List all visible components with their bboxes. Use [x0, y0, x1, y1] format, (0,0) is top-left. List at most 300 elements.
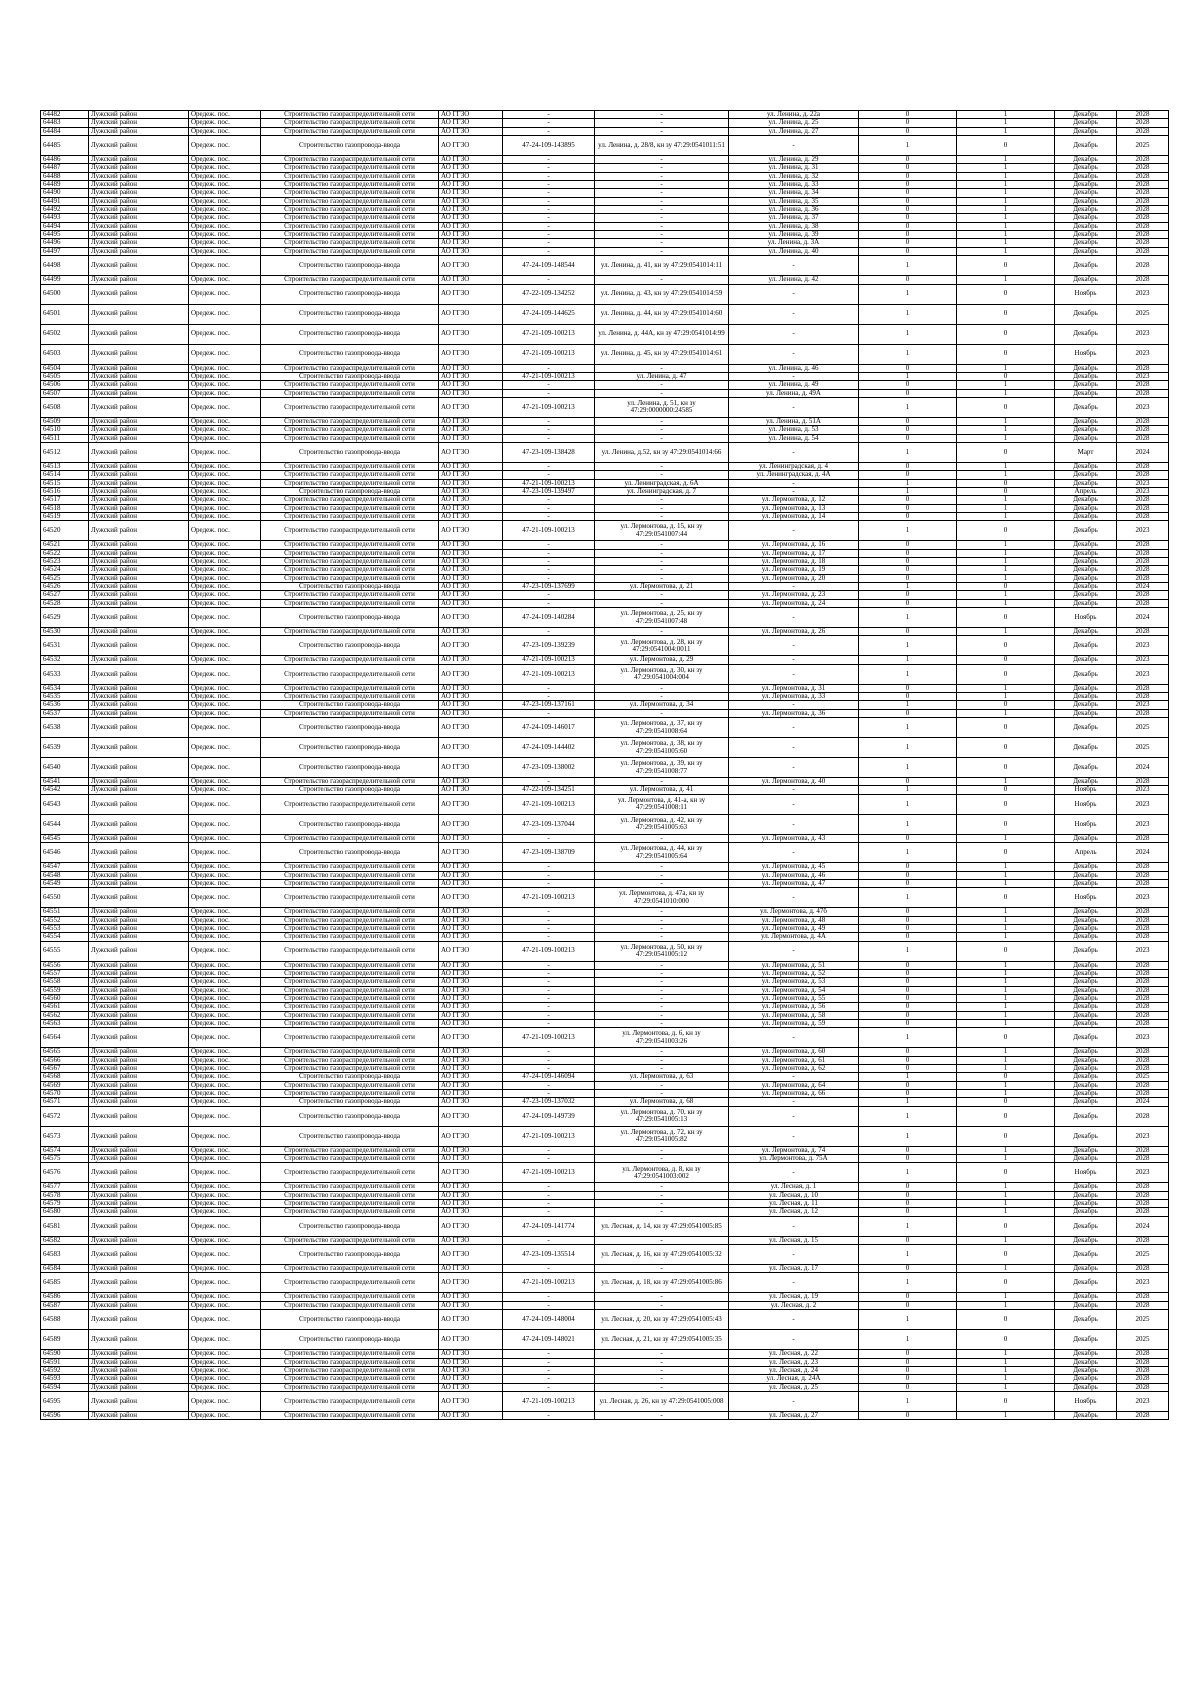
cell-address-network: ул. Лесная, д. 23 — [729, 1358, 859, 1366]
cell-settlement: Оредеж. пос. — [189, 1310, 261, 1330]
cell-row-number: 64482 — [41, 111, 89, 119]
table-row — [41, 541, 1169, 549]
cell-address-inlet: ул. Лермонтова, д. 63 — [595, 1073, 729, 1081]
cell-application-number: 47-23-109-137161 — [503, 701, 595, 709]
cell-settlement: Оредеж. пос. — [189, 1090, 261, 1098]
cell-address-network: ул. Лесная, д. 24 — [729, 1366, 859, 1374]
cell-row-number: 64500 — [41, 284, 89, 304]
cell-network-count: 1 — [957, 709, 1055, 717]
table-row — [41, 136, 1169, 156]
cell-work-type: Строительство газораспределительной сети — [261, 684, 439, 692]
cell-month: Декабрь — [1055, 1048, 1117, 1056]
cell-month: Декабрь — [1055, 863, 1117, 871]
cell-district: Лужский район — [89, 1019, 189, 1027]
cell-month: Ноябрь — [1055, 888, 1117, 908]
cell-work-type: Строительство газораспределительной сети — [261, 986, 439, 994]
cell-row-number: 64560 — [41, 994, 89, 1002]
cell-year: 2028 — [1117, 214, 1169, 222]
cell-month: Декабрь — [1055, 222, 1117, 230]
cell-network-count: 1 — [957, 496, 1055, 504]
cell-address-network: ул. Ленина, д. 36 — [729, 206, 859, 214]
cell-inlet-count: 0 — [859, 504, 957, 512]
table-row — [41, 656, 1169, 664]
table-row — [41, 1155, 1169, 1163]
cell-application-number: - — [503, 1208, 595, 1216]
cell-address-network: ул. Лермонтова, д. 64 — [729, 1081, 859, 1089]
cell-network-count: 0 — [957, 1073, 1055, 1081]
cell-address-network: - — [729, 1273, 859, 1293]
cell-network-count: 1 — [957, 591, 1055, 599]
cell-address-inlet: ул. Лермонтова, д. 68 — [595, 1098, 729, 1106]
cell-row-number: 64587 — [41, 1301, 89, 1309]
cell-year: 2028 — [1117, 1411, 1169, 1419]
cell-application-number: - — [503, 381, 595, 389]
cell-address-inlet: - — [595, 1019, 729, 1027]
cell-work-type: Строительство газораспределительной сети — [261, 566, 439, 574]
cell-district: Лужский район — [89, 1216, 189, 1236]
cell-inlet-count: 0 — [859, 924, 957, 932]
cell-year: 2024 — [1117, 1216, 1169, 1236]
cell-year: 2028 — [1117, 908, 1169, 916]
cell-network-count: 1 — [957, 364, 1055, 372]
cell-row-number: 64570 — [41, 1090, 89, 1098]
cell-month: Декабрь — [1055, 256, 1117, 276]
cell-district: Лужский район — [89, 608, 189, 628]
cell-year: 2028 — [1117, 1208, 1169, 1216]
cell-network-count: 0 — [957, 479, 1055, 487]
table-row — [41, 119, 1169, 127]
cell-operator: АО ГГЗО — [439, 164, 503, 172]
cell-application-number: - — [503, 566, 595, 574]
table-row — [41, 1330, 1169, 1350]
cell-address-inlet: ул. Ленина, д. 51, кн зу 47:29:0000000:24585 — [595, 397, 729, 417]
cell-row-number: 64554 — [41, 933, 89, 941]
cell-work-type: Строительство газораспределительной сети — [261, 969, 439, 977]
cell-year: 2028 — [1117, 1183, 1169, 1191]
cell-row-number: 64521 — [41, 541, 89, 549]
cell-operator: АО ГГЗО — [439, 487, 503, 495]
cell-address-inlet: - — [595, 549, 729, 557]
cell-district: Лужский район — [89, 1126, 189, 1146]
cell-inlet-count: 1 — [859, 397, 957, 417]
cell-application-number: - — [503, 549, 595, 557]
cell-year: 2023 — [1117, 487, 1169, 495]
cell-address-network: - — [729, 814, 859, 834]
cell-row-number: 64495 — [41, 231, 89, 239]
cell-inlet-count: 0 — [859, 156, 957, 164]
cell-year: 2028 — [1117, 863, 1169, 871]
cell-operator: АО ГГЗО — [439, 978, 503, 986]
cell-application-number: - — [503, 933, 595, 941]
cell-address-inlet: - — [595, 1048, 729, 1056]
cell-year: 2028 — [1117, 256, 1169, 276]
cell-row-number: 64593 — [41, 1375, 89, 1383]
cell-year: 2028 — [1117, 1155, 1169, 1163]
cell-address-network: ул. Лермонтова, д. 55 — [729, 994, 859, 1002]
cell-district: Лужский район — [89, 908, 189, 916]
cell-work-type: Строительство газораспределительной сети — [261, 1391, 439, 1411]
cell-month: Декабрь — [1055, 1081, 1117, 1089]
cell-operator: АО ГГЗО — [439, 541, 503, 549]
cell-address-network: - — [729, 1163, 859, 1183]
cell-settlement: Оредеж. пос. — [189, 1098, 261, 1106]
cell-district: Лужский район — [89, 1003, 189, 1011]
cell-operator: АО ГГЗО — [439, 214, 503, 222]
cell-inlet-count: 0 — [859, 871, 957, 879]
cell-year: 2028 — [1117, 916, 1169, 924]
cell-district: Лужский район — [89, 1245, 189, 1265]
cell-address-network: - — [729, 521, 859, 541]
cell-month: Декабрь — [1055, 994, 1117, 1002]
cell-application-number: - — [503, 434, 595, 442]
cell-settlement: Оредеж. пос. — [189, 372, 261, 380]
cell-application-number: - — [503, 599, 595, 607]
cell-district: Лужский район — [89, 558, 189, 566]
cell-district: Лужский район — [89, 591, 189, 599]
cell-address-network: - — [729, 344, 859, 364]
cell-inlet-count: 1 — [859, 1216, 957, 1236]
cell-work-type: Строительство газораспределительной сети — [261, 127, 439, 135]
cell-year: 2025 — [1117, 304, 1169, 324]
cell-year: 2028 — [1117, 684, 1169, 692]
cell-month: Декабрь — [1055, 1019, 1117, 1027]
cell-work-type: Строительство газораспределительной сети — [261, 656, 439, 664]
cell-inlet-count: 1 — [859, 1126, 957, 1146]
cell-operator: АО ГГЗО — [439, 969, 503, 977]
cell-year: 2028 — [1117, 549, 1169, 557]
cell-address-inlet: - — [595, 156, 729, 164]
cell-settlement: Оредеж. пос. — [189, 189, 261, 197]
cell-inlet-count: 0 — [859, 111, 957, 119]
cell-network-count: 0 — [957, 608, 1055, 628]
cell-year: 2028 — [1117, 1358, 1169, 1366]
cell-district: Лужский район — [89, 1273, 189, 1293]
table-row — [41, 1073, 1169, 1081]
cell-inlet-count: 1 — [859, 608, 957, 628]
cell-inlet-count: 1 — [859, 344, 957, 364]
cell-settlement: Оредеж. пос. — [189, 1301, 261, 1309]
cell-address-network: ул. Лесная, д. 15 — [729, 1236, 859, 1244]
cell-address-inlet: ул. Лермонтова, д. 38, кн зу 47:29:0541005:60 — [595, 738, 729, 758]
cell-application-number: - — [503, 222, 595, 230]
cell-inlet-count: 0 — [859, 693, 957, 701]
cell-district: Лужский район — [89, 941, 189, 961]
cell-address-inlet: - — [595, 834, 729, 842]
cell-district: Лужский район — [89, 1301, 189, 1309]
cell-settlement: Оредеж. пос. — [189, 778, 261, 786]
cell-application-number: - — [503, 1366, 595, 1374]
cell-settlement: Оредеж. пос. — [189, 978, 261, 986]
cell-operator: АО ГГЗО — [439, 344, 503, 364]
cell-application-number: 47-21-109-100213 — [503, 1028, 595, 1048]
cell-row-number: 64512 — [41, 442, 89, 462]
table-row — [41, 231, 1169, 239]
cell-inlet-count: 1 — [859, 583, 957, 591]
cell-work-type: Строительство газораспределительной сети — [261, 181, 439, 189]
cell-year: 2028 — [1117, 1011, 1169, 1019]
table-row — [41, 1293, 1169, 1301]
cell-address-network: ул. Ленина, д. 46 — [729, 364, 859, 372]
cell-operator: АО ГГЗО — [439, 1126, 503, 1146]
cell-year: 2028 — [1117, 1265, 1169, 1273]
cell-address-network: ул. Ленина, д. 22а — [729, 111, 859, 119]
cell-address-network: - — [729, 1391, 859, 1411]
cell-address-inlet: - — [595, 172, 729, 180]
cell-address-network: ул. Лесная, д. 27 — [729, 1411, 859, 1419]
cell-row-number: 64556 — [41, 961, 89, 969]
cell-district: Лужский район — [89, 978, 189, 986]
cell-year: 2028 — [1117, 778, 1169, 786]
cell-operator: АО ГГЗО — [439, 794, 503, 814]
cell-address-inlet: - — [595, 863, 729, 871]
cell-inlet-count: 0 — [859, 222, 957, 230]
cell-inlet-count: 1 — [859, 1098, 957, 1106]
cell-row-number: 64567 — [41, 1065, 89, 1073]
cell-operator: АО ГГЗО — [439, 583, 503, 591]
cell-inlet-count: 1 — [859, 1073, 957, 1081]
cell-work-type: Строительство газопровода-ввода — [261, 1216, 439, 1236]
cell-network-count: 0 — [957, 656, 1055, 664]
cell-row-number: 64535 — [41, 693, 89, 701]
cell-row-number: 64550 — [41, 888, 89, 908]
cell-settlement: Оредеж. пос. — [189, 1383, 261, 1391]
cell-address-inlet: - — [595, 541, 729, 549]
cell-month: Декабрь — [1055, 1350, 1117, 1358]
table-row — [41, 1411, 1169, 1419]
cell-inlet-count: 0 — [859, 591, 957, 599]
cell-application-number: - — [503, 1081, 595, 1089]
cell-district: Лужский район — [89, 814, 189, 834]
cell-operator: АО ГГЗО — [439, 1350, 503, 1358]
cell-address-inlet: ул. Лермонтова, д. 41-а, кн зу 47:29:0541008:11 — [595, 794, 729, 814]
cell-settlement: Оредеж. пос. — [189, 256, 261, 276]
cell-row-number: 64533 — [41, 664, 89, 684]
cell-row-number: 64565 — [41, 1048, 89, 1056]
cell-year: 2028 — [1117, 1090, 1169, 1098]
cell-address-network: ул. Лесная, д. 17 — [729, 1265, 859, 1273]
cell-settlement: Оредеж. пос. — [189, 1293, 261, 1301]
cell-month: Декабрь — [1055, 197, 1117, 205]
cell-application-number: 47-24-109-146017 — [503, 718, 595, 738]
cell-address-inlet: ул. Лермонтова, д. 72, кн зу 47:29:0541005:82 — [595, 1126, 729, 1146]
table-row — [41, 1366, 1169, 1374]
cell-application-number: - — [503, 504, 595, 512]
cell-address-inlet: - — [595, 1301, 729, 1309]
cell-year: 2028 — [1117, 1003, 1169, 1011]
cell-year: 2028 — [1117, 961, 1169, 969]
cell-row-number: 64591 — [41, 1358, 89, 1366]
table-row — [41, 164, 1169, 172]
cell-work-type: Строительство газораспределительной сети — [261, 164, 439, 172]
cell-row-number: 64564 — [41, 1028, 89, 1048]
cell-settlement: Оредеж. пос. — [189, 758, 261, 778]
cell-settlement: Оредеж. пос. — [189, 1028, 261, 1048]
cell-address-network: ул. Лермонтова, д. 51 — [729, 961, 859, 969]
cell-address-inlet: ул. Лесная, д. 18, кн зу 47:29:0541005:86 — [595, 1273, 729, 1293]
cell-settlement: Оредеж. пос. — [189, 961, 261, 969]
table-row — [41, 1191, 1169, 1199]
cell-settlement: Оредеж. пос. — [189, 1375, 261, 1383]
table-row — [41, 969, 1169, 977]
cell-address-inlet: - — [595, 239, 729, 247]
cell-application-number: 47-24-109-143895 — [503, 136, 595, 156]
cell-inlet-count: 1 — [859, 324, 957, 344]
table-row — [41, 924, 1169, 932]
cell-inlet-count: 0 — [859, 426, 957, 434]
cell-network-count: 0 — [957, 843, 1055, 863]
cell-district: Лужский район — [89, 1236, 189, 1244]
cell-address-inlet: - — [595, 1350, 729, 1358]
cell-settlement: Оредеж. пос. — [189, 471, 261, 479]
cell-settlement: Оредеж. пос. — [189, 994, 261, 1002]
table-row — [41, 908, 1169, 916]
cell-district: Лужский район — [89, 599, 189, 607]
cell-work-type: Строительство газопровода-ввода — [261, 843, 439, 863]
cell-year: 2028 — [1117, 1350, 1169, 1358]
cell-month: Апрель — [1055, 843, 1117, 863]
cell-district: Лужский район — [89, 924, 189, 932]
cell-year: 2023 — [1117, 941, 1169, 961]
cell-month: Декабрь — [1055, 583, 1117, 591]
cell-district: Лужский район — [89, 718, 189, 738]
cell-application-number: - — [503, 1358, 595, 1366]
cell-month: Декабрь — [1055, 462, 1117, 470]
cell-inlet-count: 0 — [859, 1208, 957, 1216]
cell-month: Декабрь — [1055, 1236, 1117, 1244]
cell-year: 2023 — [1117, 1391, 1169, 1411]
table-row — [41, 778, 1169, 786]
table-row — [41, 871, 1169, 879]
cell-settlement: Оредеж. пос. — [189, 487, 261, 495]
table-row — [41, 1065, 1169, 1073]
cell-address-inlet: - — [595, 1411, 729, 1419]
cell-settlement: Оредеж. пос. — [189, 434, 261, 442]
cell-network-count: 1 — [957, 1411, 1055, 1419]
cell-address-inlet: - — [595, 1056, 729, 1064]
cell-settlement: Оредеж. пос. — [189, 1191, 261, 1199]
cell-district: Лужский район — [89, 1375, 189, 1383]
cell-operator: АО ГГЗО — [439, 256, 503, 276]
cell-network-count: 1 — [957, 566, 1055, 574]
cell-month: Декабрь — [1055, 656, 1117, 664]
table-row — [41, 276, 1169, 284]
cell-network-count: 1 — [957, 1019, 1055, 1027]
cell-month: Декабрь — [1055, 916, 1117, 924]
cell-work-type: Строительство газораспределительной сети — [261, 1090, 439, 1098]
cell-address-network: ул. Лермонтова, д. 16 — [729, 541, 859, 549]
cell-year: 2028 — [1117, 156, 1169, 164]
cell-application-number: - — [503, 1293, 595, 1301]
cell-application-number: 47-23-109-138709 — [503, 843, 595, 863]
table-row — [41, 574, 1169, 582]
cell-address-inlet: ул. Лесная, д. 26, кн зу 47:29:0541005:008 — [595, 1391, 729, 1411]
cell-work-type: Строительство газораспределительной сети — [261, 426, 439, 434]
cell-month: Декабрь — [1055, 664, 1117, 684]
cell-month: Декабрь — [1055, 541, 1117, 549]
cell-year: 2023 — [1117, 521, 1169, 541]
cell-row-number: 64548 — [41, 871, 89, 879]
cell-operator: АО ГГЗО — [439, 549, 503, 557]
cell-inlet-count: 0 — [859, 1081, 957, 1089]
cell-work-type: Строительство газораспределительной сети — [261, 381, 439, 389]
cell-address-network: - — [729, 324, 859, 344]
cell-application-number: - — [503, 119, 595, 127]
cell-network-count: 1 — [957, 189, 1055, 197]
cell-work-type: Строительство газораспределительной сети — [261, 1019, 439, 1027]
cell-row-number: 64551 — [41, 908, 89, 916]
cell-month: Декабрь — [1055, 1293, 1117, 1301]
cell-application-number: - — [503, 1090, 595, 1098]
cell-district: Лужский район — [89, 1106, 189, 1126]
cell-inlet-count: 1 — [859, 1106, 957, 1126]
cell-year: 2028 — [1117, 871, 1169, 879]
cell-work-type: Строительство газораспределительной сети — [261, 574, 439, 582]
cell-application-number: 47-23-109-137699 — [503, 583, 595, 591]
cell-year: 2024 — [1117, 608, 1169, 628]
cell-work-type: Строительство газопровода-ввода — [261, 608, 439, 628]
cell-application-number: - — [503, 879, 595, 887]
cell-year: 2028 — [1117, 1106, 1169, 1126]
cell-work-type: Строительство газораспределительной сети — [261, 206, 439, 214]
table-row — [41, 284, 1169, 304]
cell-application-number: - — [503, 1411, 595, 1419]
cell-address-inlet: - — [595, 1200, 729, 1208]
cell-row-number: 64595 — [41, 1391, 89, 1411]
cell-row-number: 64572 — [41, 1106, 89, 1126]
cell-network-count: 0 — [957, 888, 1055, 908]
cell-settlement: Оредеж. пос. — [189, 214, 261, 222]
cell-district: Лужский район — [89, 709, 189, 717]
table-row — [41, 1200, 1169, 1208]
cell-month: Декабрь — [1055, 628, 1117, 636]
cell-application-number: - — [503, 863, 595, 871]
cell-year: 2028 — [1117, 591, 1169, 599]
cell-month: Декабрь — [1055, 136, 1117, 156]
cell-district: Лужский район — [89, 462, 189, 470]
cell-month: Декабрь — [1055, 1073, 1117, 1081]
cell-settlement: Оредеж. пос. — [189, 924, 261, 932]
cell-month: Декабрь — [1055, 1245, 1117, 1265]
cell-month: Декабрь — [1055, 189, 1117, 197]
table-row — [41, 397, 1169, 417]
cell-work-type: Строительство газораспределительной сети — [261, 417, 439, 425]
cell-year: 2028 — [1117, 599, 1169, 607]
cell-month: Декабрь — [1055, 119, 1117, 127]
cell-network-count: 0 — [957, 1330, 1055, 1350]
cell-row-number: 64485 — [41, 136, 89, 156]
cell-address-inlet: ул. Ленина, д. 45, кн зу 47:29:0541014:61 — [595, 344, 729, 364]
cell-district: Лужский район — [89, 417, 189, 425]
cell-operator: АО ГГЗО — [439, 1146, 503, 1154]
cell-application-number: 47-23-109-138428 — [503, 442, 595, 462]
cell-year: 2028 — [1117, 566, 1169, 574]
cell-settlement: Оредеж. пос. — [189, 1155, 261, 1163]
cell-address-network: ул. Ленина, д. 3А — [729, 239, 859, 247]
cell-application-number: 47-21-109-100213 — [503, 664, 595, 684]
cell-network-count: 1 — [957, 1065, 1055, 1073]
cell-year: 2025 — [1117, 718, 1169, 738]
cell-network-count: 1 — [957, 863, 1055, 871]
cell-inlet-count: 0 — [859, 181, 957, 189]
cell-month: Декабрь — [1055, 978, 1117, 986]
cell-address-inlet: - — [595, 969, 729, 977]
cell-network-count: 0 — [957, 1273, 1055, 1293]
cell-address-inlet: - — [595, 1146, 729, 1154]
cell-month: Декабрь — [1055, 961, 1117, 969]
cell-year: 2024 — [1117, 843, 1169, 863]
cell-address-network: ул. Ленинградская, д. 4 — [729, 462, 859, 470]
cell-district: Лужский район — [89, 636, 189, 656]
